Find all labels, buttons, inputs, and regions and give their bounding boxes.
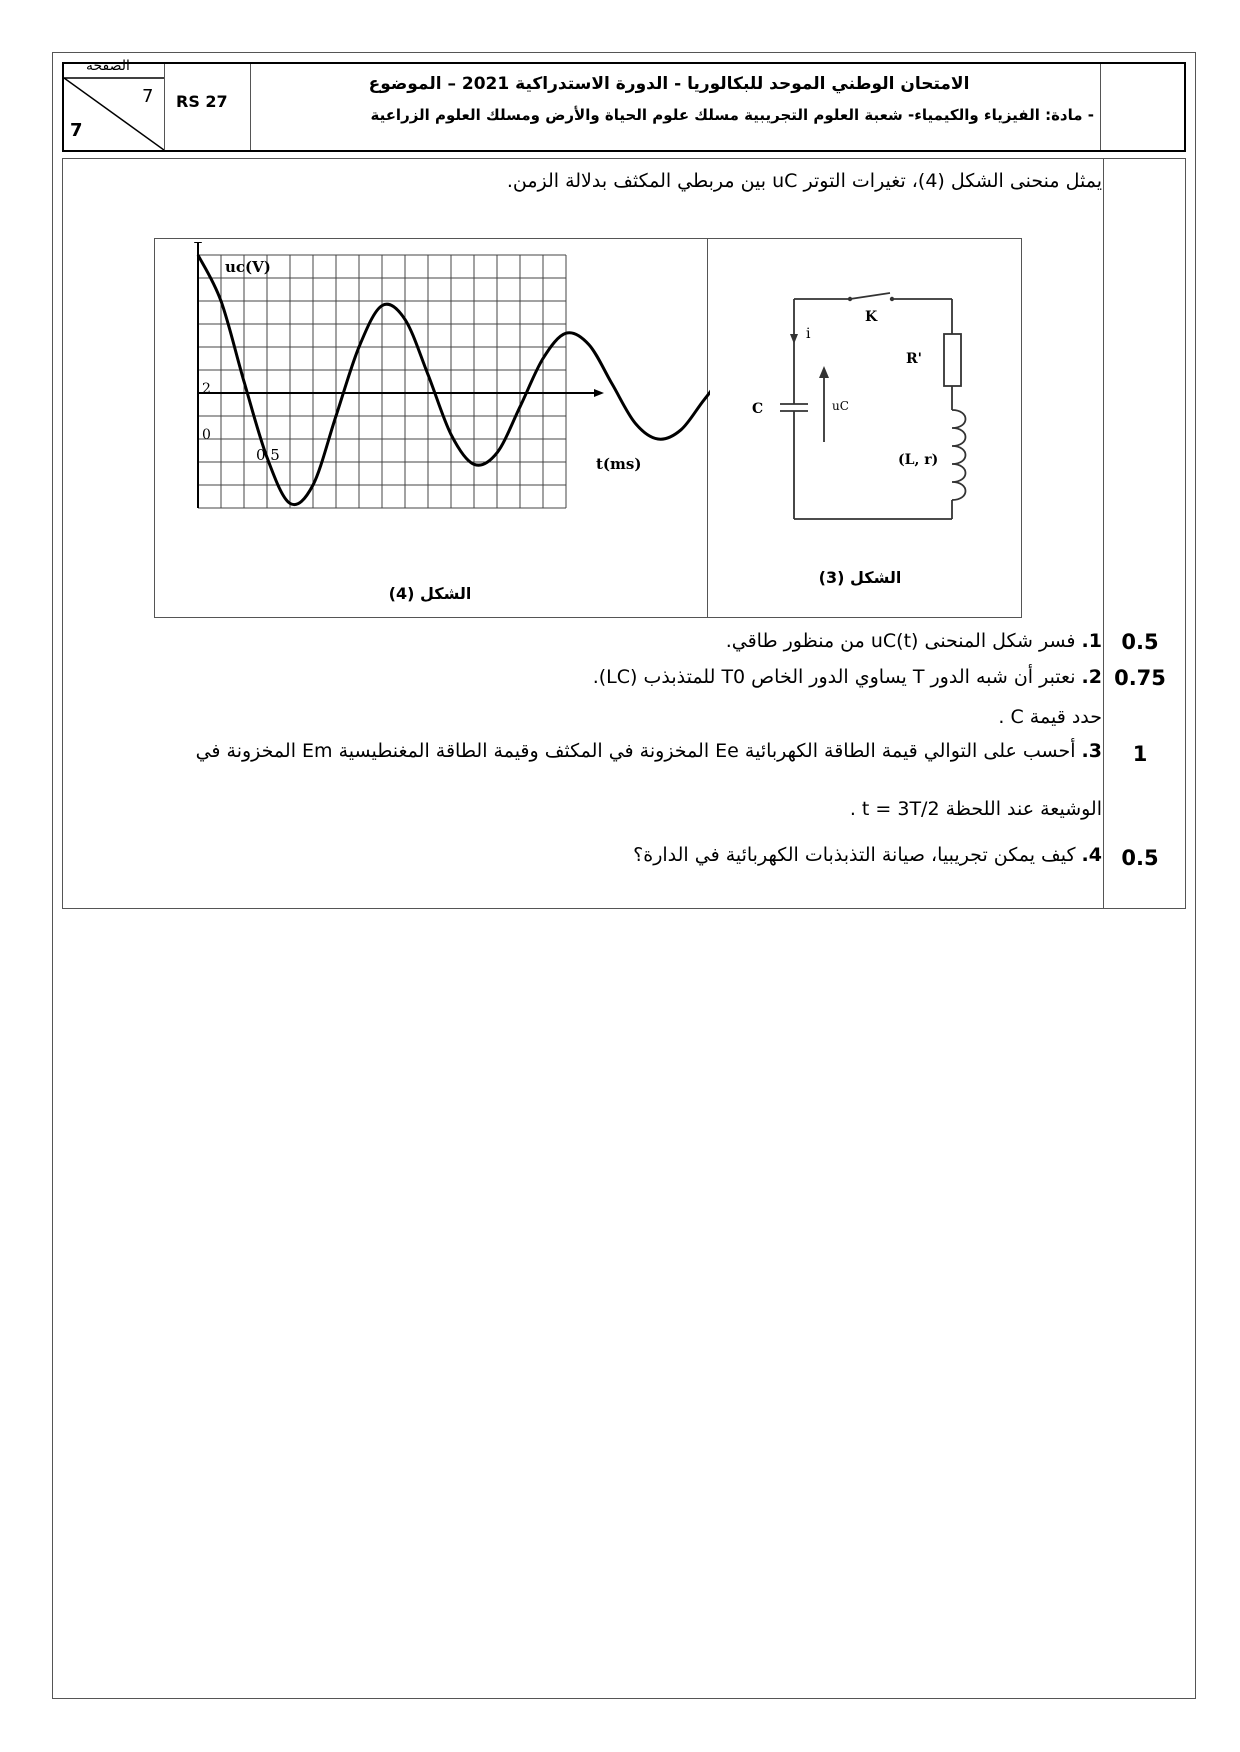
exam-title: الامتحان الوطني الموحد للبكالوريا - الدورة الاستدراكية 2021 – الموضوع xyxy=(368,74,970,94)
question-2 xyxy=(593,664,1102,690)
exam-subtitle: - مادة: الفيزياء والكيمياء- شعبة العلوم التجريبية مسلك علوم الحياة والأرض ومسلك العلوم الزراعية xyxy=(370,106,1094,124)
question-number: 3. xyxy=(1081,740,1102,762)
x-axis-label: t(ms) xyxy=(596,455,642,473)
y-axis-label: uc(V) xyxy=(225,258,271,276)
question-text: نعتبر أن شبه الدور T يساوي الدور الخاص T0 للمتذبذب (LC). xyxy=(592,666,1076,688)
x-tick-label: 0,5 xyxy=(256,446,280,464)
page-total: 7 xyxy=(70,120,83,141)
question-number: 1. xyxy=(1081,630,1102,652)
question-text: فسر شكل المنحنى uC(t) من منظور طاقي. xyxy=(725,630,1076,652)
switch-label: K xyxy=(865,309,878,325)
y-tick-label: 0 xyxy=(202,427,211,443)
question-text: أحسب على التوالي قيمة الطاقة الكهربائية Ee المخزونة في المكثف وقيمة الطاقة المغنطيسية Em المخزونة في xyxy=(195,740,1076,762)
header xyxy=(62,58,1186,152)
question-3 xyxy=(196,738,1102,764)
question-4-points: 0.5 xyxy=(1121,846,1159,870)
figure-4-caption: الشكل (4) xyxy=(388,584,472,603)
question-number: 4. xyxy=(1081,844,1102,866)
x-axis-arrow xyxy=(594,389,604,397)
page-label: الصفحة xyxy=(86,58,130,74)
page-number: 7 xyxy=(142,86,154,107)
figure-3-caption: الشكل (3) xyxy=(818,568,902,587)
y-axis-arrow xyxy=(194,242,202,243)
capacitor-label: C xyxy=(752,401,764,417)
figure-4-chart xyxy=(160,242,710,612)
question-4 xyxy=(633,842,1102,868)
coil-label: (L, r) xyxy=(898,452,939,468)
resistor-label: R' xyxy=(906,351,922,367)
exam-code: RS 27 xyxy=(176,92,228,111)
y-tick-label: 2 xyxy=(202,381,211,397)
question-number: 2. xyxy=(1081,666,1102,688)
question-1-points: 0.5 xyxy=(1121,630,1159,654)
question-text: كيف يمكن تجريبيا، صيانة التذبذبات الكهربائية في الدارة؟ xyxy=(633,844,1076,866)
question-3-points: 1 xyxy=(1132,742,1148,766)
question-2-line-2: حدد قيمة C . xyxy=(998,706,1102,728)
voltage-label: uC xyxy=(832,399,849,413)
intro-text: يمثل منحنى الشكل (4)، تغيرات التوتر uC بين مربطي المكثف بدلالة الزمن. xyxy=(506,170,1102,192)
question-2-points: 0.75 xyxy=(1114,666,1166,690)
question-3-line-2: الوشيعة عند اللحظة t = 3T/2 . xyxy=(849,798,1102,820)
figure-3-circuit xyxy=(712,242,1017,612)
current-label: i xyxy=(806,326,811,342)
question-1 xyxy=(726,628,1102,654)
